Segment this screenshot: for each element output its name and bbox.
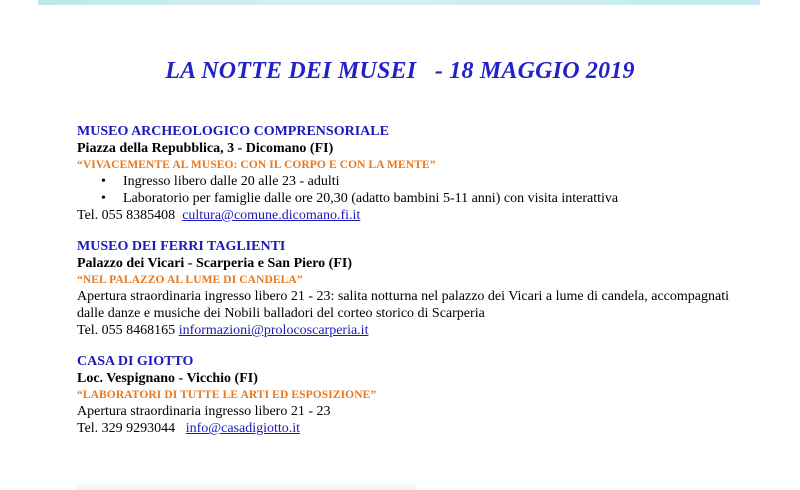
event-description: Apertura straordinaria ingresso libero 21 - 23: salita notturna nel palazzo dei Vicari a lume di candela, accompagnati dalle danze e musiche dei Nobili balladori del corteo storico di Scarperia: [77, 289, 729, 321]
museum-address: Palazzo dei Vicari - Scarperia e San Piero (FI): [77, 256, 353, 271]
event-title: “LABORATORI DI TUTTE LE ARTI ED ESPOSIZIONE”: [77, 389, 377, 401]
email-link[interactable]: info@casadigiotto.it: [185, 421, 301, 436]
contact-line: [77, 322, 757, 339]
email-link[interactable]: cultura@comune.dicomano.fi.it: [182, 208, 361, 223]
document-body: [77, 123, 757, 451]
museum-section-archeologico: [77, 123, 757, 224]
bottom-cutoff-shadow: [77, 482, 417, 490]
museum-address: Piazza della Repubblica, 3 - Dicomano (FI): [77, 141, 334, 156]
event-title: “NEL PALAZZO AL LUME DI CANDELA”: [77, 274, 303, 286]
phone-number: Tel. 055 8385408: [77, 208, 183, 223]
event-details-list: [77, 173, 757, 207]
event-title: “VIVACEMENTE AL MUSEO: CON IL CORPO E CON LA MENTE”: [77, 159, 436, 171]
museum-name: MUSEO ARCHEOLOGICO COMPRENSORIALE: [77, 124, 389, 139]
museum-name: CASA DI GIOTTO: [77, 354, 194, 369]
museum-address: Loc. Vespignano - Vicchio (FI): [77, 371, 258, 386]
email-link[interactable]: informazioni@prolocoscarperia.it: [178, 323, 369, 338]
museum-section-casa-di-giotto: [77, 353, 757, 437]
list-item: • Laboratorio per famiglie dalle ore 20,30 (adatto bambini 5-11 anni) con visita interattiva: [123, 190, 757, 207]
contact-line: [77, 207, 757, 224]
phone-number: Tel. 329 9293044: [77, 421, 186, 436]
top-decorative-band: [38, 0, 760, 5]
list-item: • Ingresso libero dalle 20 alle 23 - adulti: [123, 173, 757, 190]
museum-section-ferri-taglienti: [77, 238, 757, 339]
phone-number: Tel. 055 8468165: [77, 323, 179, 338]
event-description: Apertura straordinaria ingresso libero 21 - 23: [77, 404, 331, 419]
page-title: LA NOTTE DEI MUSEI - 18 MAGGIO 2019: [165, 58, 635, 84]
contact-line: [77, 420, 757, 437]
museum-name: MUSEO DEI FERRI TAGLIENTI: [77, 239, 286, 254]
